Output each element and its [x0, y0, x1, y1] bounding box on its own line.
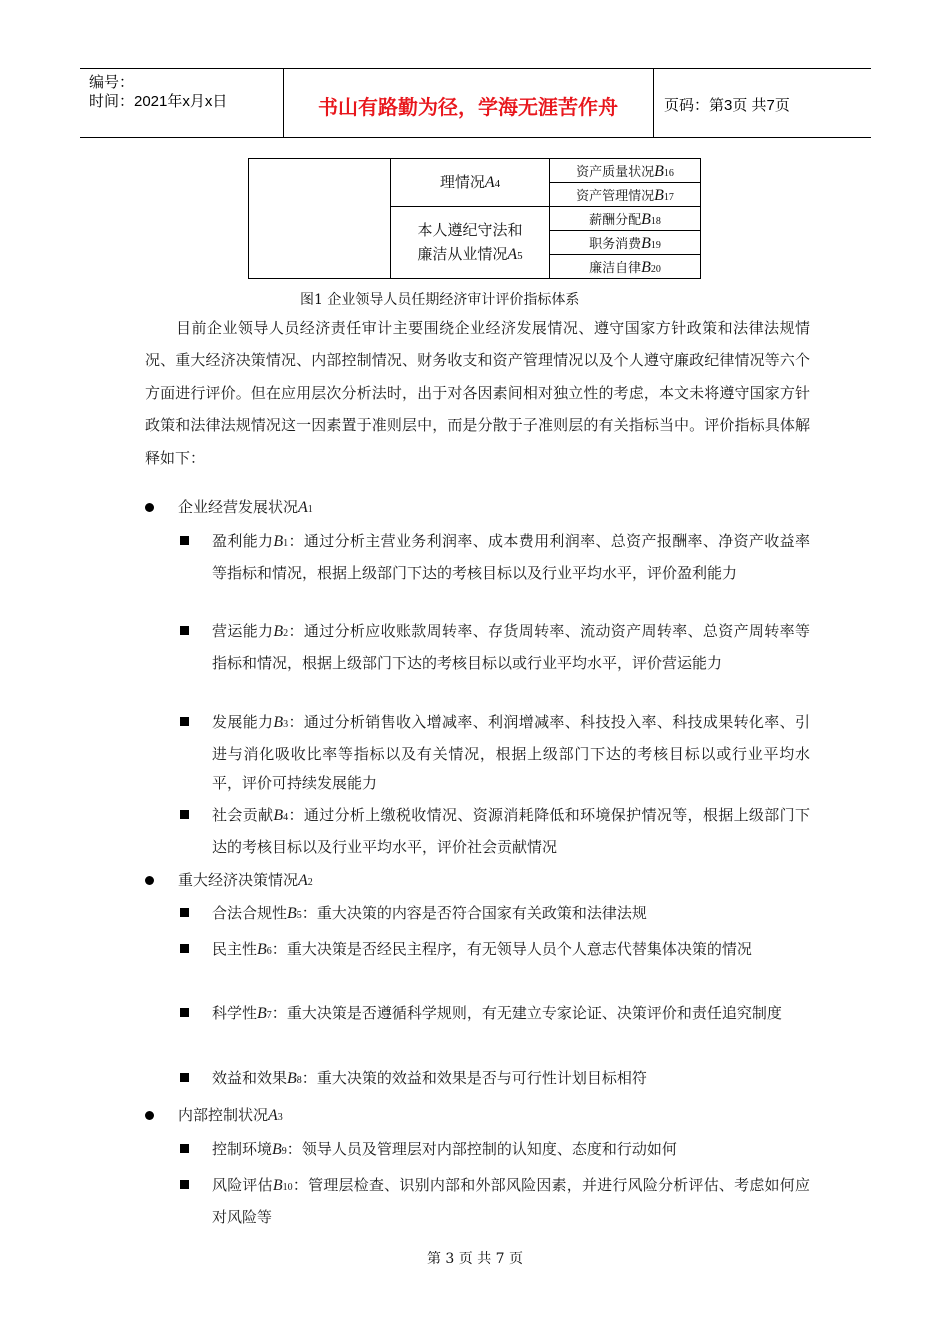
bullet-square-icon — [180, 1180, 189, 1189]
list-item: 民主性B6：重大决策是否经民主程序，有无领导人员个人意志代替集体决策的情况 — [180, 935, 810, 967]
bullet-square-icon — [180, 1008, 189, 1017]
header-divider — [653, 69, 654, 137]
list-item: 风险评估B10：管理层检查、识别内部和外部风险因素，并进行风险分析评估、考虑如何应对风险等 — [180, 1171, 810, 1232]
intro-paragraph: 目前企业领导人员经济责任审计主要围绕企业经济发展情况、遵守国家方针政策和法律法规情况、重大经济决策情况、内部控制情况、财务收支和资产管理情况以及个人遵守廉政纪律情况等六个方面进行评价。但在应用层次分析法时，出于对各因素间相对独立性的考虑，本文未将遵守国家方针政策和法律法规情况这一因素置于准则层中，而是分散于子准则层的有关指标当中。评价指标具体解释如下： — [145, 319, 810, 467]
table-cell-indicator: 资产管理情况B17 — [550, 183, 701, 207]
indicator-table — [248, 158, 701, 279]
date-label: 时间：2021年x月x日 — [89, 93, 228, 110]
table-cell-criterion: 本人遵纪守法和 廉洁从业情况A5 — [391, 207, 550, 279]
list-item: 盈利能力B1：通过分析主营业务利润率、成本费用利润率、总资产报酬率、净资产收益率等指标和情况，根据上级部门下达的考核目标以及行业平均水平，评价盈利能力 — [180, 527, 810, 588]
bullet-square-icon — [180, 536, 189, 545]
table-row — [249, 159, 701, 183]
bullet-square-icon — [180, 1073, 189, 1082]
list-item: 发展能力B3：通过分析销售收入增减率、利润增减率、科技投入率、科技成果转化率、引进与消化吸收比率等指标以及有关情况，根据上级部门下达的考核目标以或行业平均水平，评价可持续发展能力 — [180, 708, 810, 799]
bullet-square-icon — [180, 810, 189, 819]
table-cell-indicator: 廉洁自律B20 — [550, 255, 701, 279]
table-cell-indicator: 资产质量状况B16 — [550, 159, 701, 183]
figure-caption: 图1 企业领导人员任期经济审计评价指标体系 — [300, 292, 580, 308]
bullet-dot-icon — [145, 503, 154, 512]
table-cell-indicator: 薪酬分配B18 — [550, 207, 701, 231]
list-item: 营运能力B2：通过分析应收账款周转率、存货周转率、流动资产周转率、总资产周转率等指标和情况，根据上级部门下达的考核目标以或行业平均水平，评价营运能力 — [180, 617, 810, 678]
code-label: 编号： — [89, 74, 135, 91]
bullet-square-icon — [180, 1144, 189, 1153]
list-item: 控制环境B9：领导人员及管理层对内部控制的认知度、态度和行动如何 — [180, 1135, 810, 1167]
bullet-dot-icon — [145, 876, 154, 885]
table-cell-indicator: 职务消费B19 — [550, 231, 701, 255]
bullet-square-icon — [180, 908, 189, 917]
bullet-square-icon — [180, 944, 189, 953]
list-item: 社会贡献B4：通过分析上缴税收情况、资源消耗降低和环境保护情况等，根据上级部门下达的考核目标以及行业平均水平，评价社会贡献情况 — [180, 801, 810, 862]
list-item: 效益和效果B8：重大决策的效益和效果是否与可行性计划目标相符 — [180, 1064, 810, 1096]
page-header — [80, 68, 871, 138]
bullet-square-icon — [180, 626, 189, 635]
table-cell-blank — [249, 159, 391, 279]
bullet-square-icon — [180, 717, 189, 726]
page-footer: 第 3 页 共 7 页 — [426, 1251, 524, 1267]
list-item: 合法合规性B5：重大决策的内容是否符合国家有关政策和法律法规 — [180, 899, 810, 931]
bullet-dot-icon — [145, 1111, 154, 1120]
list-item: 科学性B7：重大决策是否遵循科学规则，有无建立专家论证、决策评价和责任追究制度 — [180, 999, 810, 1031]
header-motto: 书山有路勤为径，学海无涯苦作舟 — [318, 95, 618, 119]
table-cell-criterion: 理情况A4 — [391, 159, 550, 207]
header-page-info: 页码：第3页 共7页 — [664, 97, 790, 114]
header-meta — [89, 73, 227, 111]
